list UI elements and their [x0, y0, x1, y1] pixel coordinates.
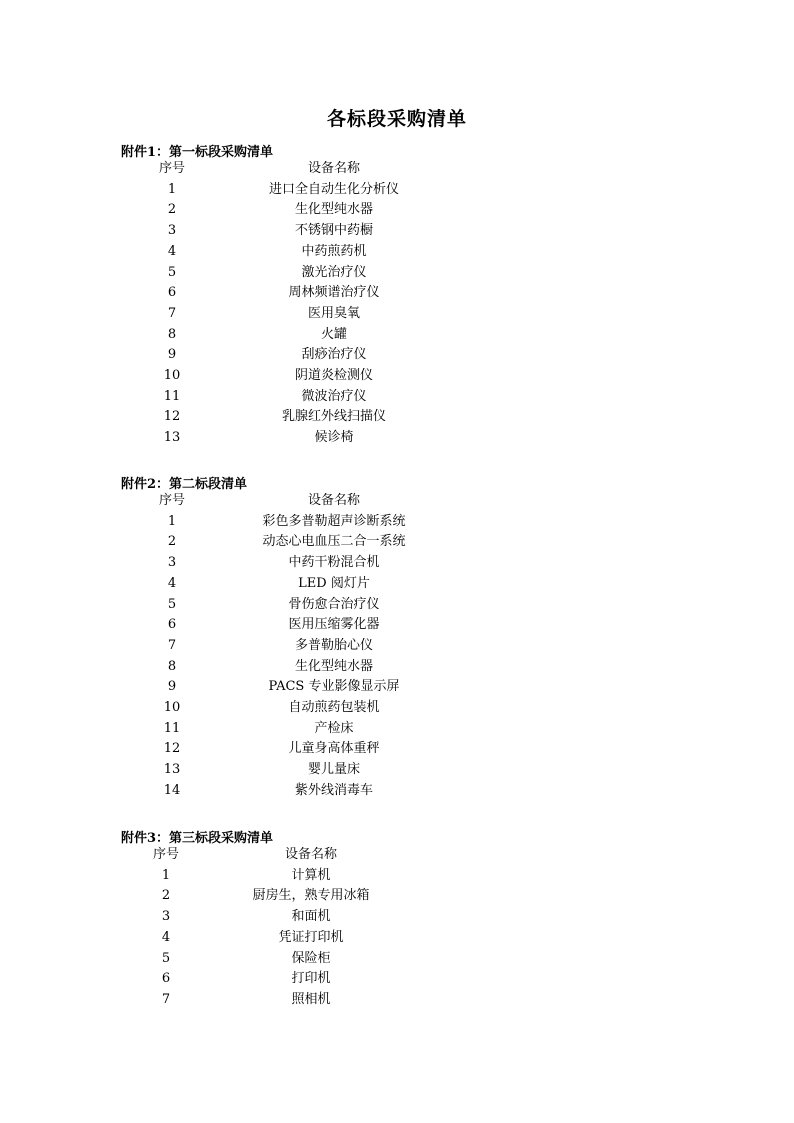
equipment-name: 多普勒胎心仪	[294, 637, 374, 653]
section-title: 附件3：第三标段采购清单	[121, 831, 274, 846]
table-row	[0, 928, 794, 948]
table-row	[0, 263, 794, 283]
table-row	[0, 677, 794, 697]
table-row	[0, 221, 794, 241]
row-number: 4	[167, 243, 177, 259]
equipment-name: 中药干粉混合机	[288, 555, 380, 571]
row-number: 5	[167, 596, 177, 612]
equipment-name: 照相机	[291, 991, 331, 1007]
table-row	[0, 886, 794, 906]
page-title: 各标段采购清单	[326, 108, 467, 130]
column-header-no: 序号	[152, 847, 180, 862]
equipment-name: 骨伤愈合治疗仪	[288, 596, 380, 612]
row-number: 6	[167, 617, 177, 633]
table-header-row	[0, 491, 794, 511]
table-row	[0, 760, 794, 780]
table-row	[0, 698, 794, 718]
equipment-name: 周林频谱治疗仪	[288, 285, 380, 301]
column-header-name: 设备名称	[284, 847, 338, 862]
table-row	[0, 781, 794, 801]
equipment-name: 自动煎药包装机	[288, 700, 380, 715]
table-row	[0, 200, 794, 220]
table-row	[0, 866, 794, 886]
equipment-name: 不锈钢中药橱	[294, 223, 374, 239]
table-row	[0, 428, 794, 448]
table-row	[0, 636, 794, 656]
row-number: 10	[163, 700, 181, 715]
table-row	[0, 325, 794, 345]
table-row	[0, 969, 794, 989]
row-number: 9	[167, 679, 177, 695]
row-number: 8	[167, 326, 177, 342]
row-number: 5	[167, 264, 177, 280]
row-number: 3	[167, 555, 177, 571]
table-row	[0, 180, 794, 200]
equipment-name: PACS 专业影像显示屏	[268, 679, 400, 695]
table-row	[0, 532, 794, 552]
column-header-no: 序号	[158, 161, 186, 176]
row-number: 14	[163, 782, 181, 798]
table-row	[0, 615, 794, 635]
column-header-name: 设备名称	[307, 493, 361, 508]
table-header-row	[0, 845, 794, 865]
equipment-name: 计算机	[291, 867, 331, 883]
row-number: 7	[161, 991, 171, 1007]
equipment-name: 动态心电血压二合一系统	[262, 534, 406, 550]
row-number: 11	[163, 720, 181, 736]
table-row	[0, 345, 794, 365]
table-row	[0, 553, 794, 573]
row-number: 4	[167, 575, 177, 591]
row-number: 1	[161, 867, 171, 883]
equipment-name: 儿童身高体重秤	[288, 741, 380, 757]
row-number: 3	[167, 223, 177, 239]
column-header-name: 设备名称	[307, 161, 361, 176]
equipment-name: 进口全自动生化分析仪	[268, 181, 400, 197]
equipment-name: 激光治疗仪	[301, 264, 367, 280]
table-row	[0, 907, 794, 927]
row-number: 1	[167, 181, 177, 197]
equipment-name: 候诊椅	[314, 430, 354, 446]
equipment-name: 打印机	[291, 971, 331, 987]
equipment-name: 紫外线消毒车	[294, 782, 374, 798]
equipment-name: 微波治疗仪	[301, 388, 367, 404]
table-row	[0, 739, 794, 759]
table-row	[0, 595, 794, 615]
equipment-name: 刮痧治疗仪	[301, 347, 367, 363]
equipment-name: 阴道炎检测仪	[294, 368, 374, 383]
row-number: 8	[167, 658, 177, 674]
equipment-name: 彩色多普勒超声诊断系统	[262, 513, 406, 529]
table-row	[0, 574, 794, 594]
equipment-name: 婴儿量床	[307, 762, 361, 778]
table-header-row	[0, 159, 794, 179]
row-number: 2	[167, 534, 177, 550]
row-number: 12	[163, 409, 181, 425]
row-number: 4	[161, 929, 171, 945]
table-row	[0, 512, 794, 532]
equipment-name: LED 阅灯片	[298, 575, 370, 591]
table-row	[0, 990, 794, 1010]
equipment-name: 和面机	[291, 909, 331, 925]
row-number: 5	[161, 950, 171, 966]
equipment-name: 生化型纯水器	[294, 658, 374, 674]
equipment-name: 医用臭氧	[307, 305, 361, 321]
table-row	[0, 304, 794, 324]
table-row	[0, 407, 794, 427]
row-number: 10	[163, 368, 181, 383]
row-number: 9	[167, 347, 177, 363]
equipment-name: 保险柜	[291, 950, 331, 966]
row-number: 2	[161, 888, 171, 904]
table-row	[0, 949, 794, 969]
equipment-name: 乳腺红外线扫描仪	[281, 409, 387, 425]
row-number: 13	[163, 430, 181, 446]
table-row	[0, 657, 794, 677]
section-title: 附件1：第一标段采购清单	[121, 145, 274, 160]
row-number: 13	[163, 762, 181, 778]
row-number: 3	[161, 909, 171, 925]
row-number: 6	[167, 285, 177, 301]
row-number: 12	[163, 741, 181, 757]
equipment-name: 凭证打印机	[278, 929, 344, 945]
section-title: 附件2：第二标段清单	[121, 477, 248, 492]
equipment-name: 生化型纯水器	[294, 202, 374, 218]
row-number: 2	[167, 202, 177, 218]
table-row	[0, 366, 794, 386]
table-row	[0, 242, 794, 262]
row-number: 7	[167, 637, 177, 653]
table-row	[0, 283, 794, 303]
equipment-name: 产检床	[314, 720, 354, 736]
table-row	[0, 719, 794, 739]
equipment-name: 火罐	[320, 326, 348, 342]
row-number: 7	[167, 305, 177, 321]
equipment-name: 厨房生，熟专用冰箱	[252, 888, 370, 904]
equipment-name: 医用压缩雾化器	[288, 617, 380, 633]
row-number: 11	[163, 388, 181, 404]
row-number: 1	[167, 513, 177, 529]
row-number: 6	[161, 971, 171, 987]
table-row	[0, 387, 794, 407]
equipment-name: 中药煎药机	[301, 243, 367, 259]
column-header-no: 序号	[158, 493, 186, 508]
